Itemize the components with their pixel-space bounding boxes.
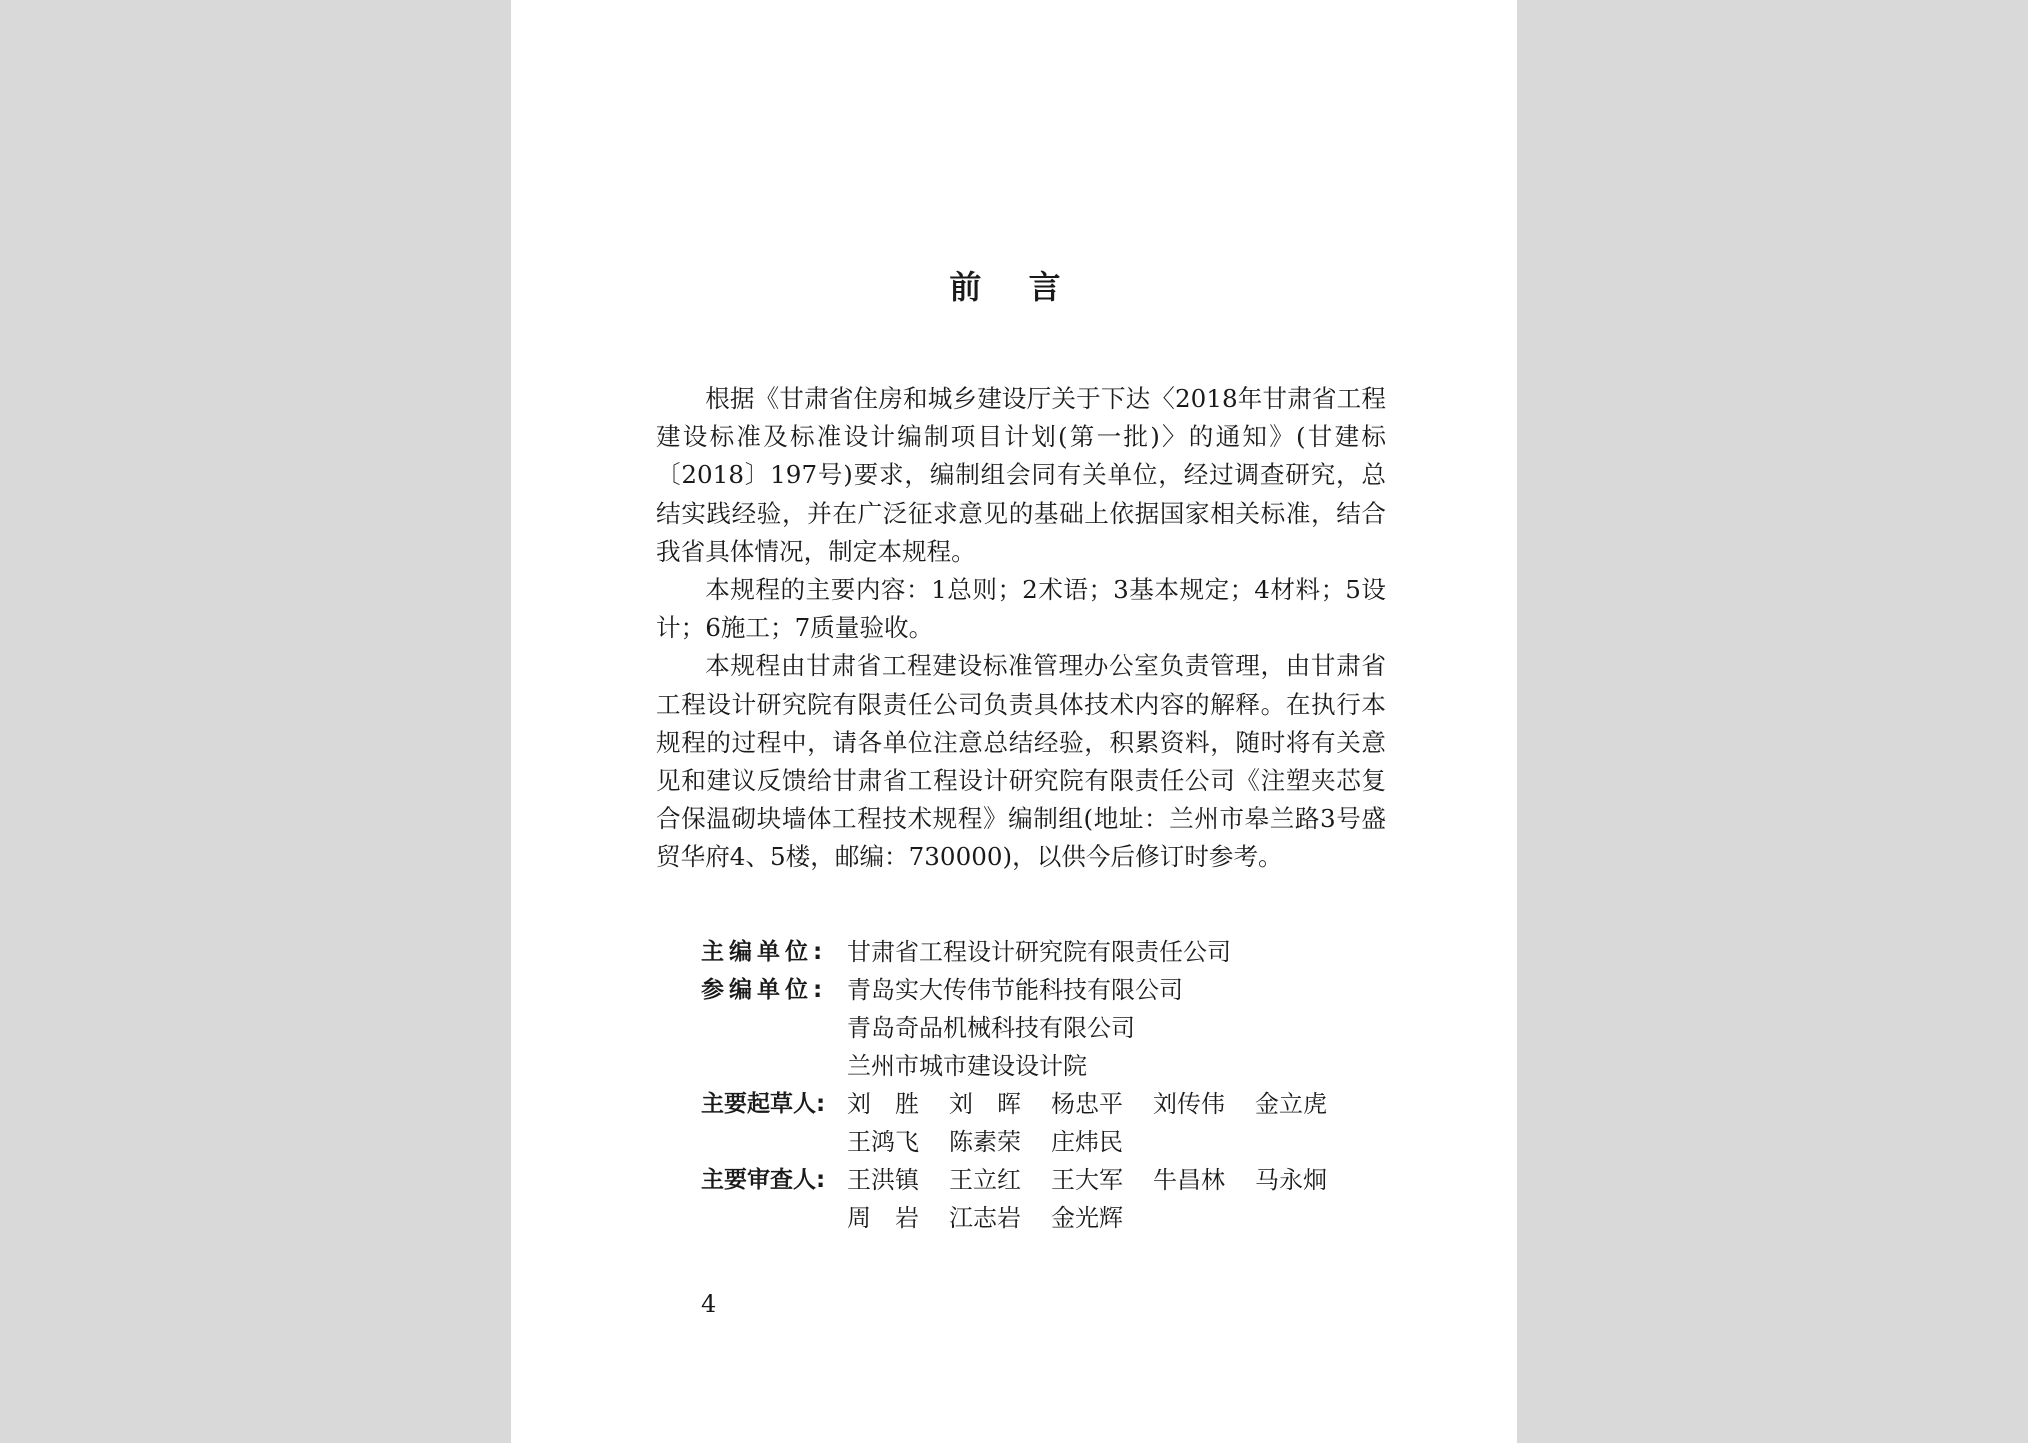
reviewer-name: 王大军 [1051,1166,1123,1194]
participating-unit: 兰州市城市建设设计院 [847,1052,1087,1080]
reviewers-label: 主要审查人: [701,1167,826,1193]
participating-unit: 青岛奇品机械科技有限公司 [847,1014,1135,1042]
participating-unit: 青岛实大传伟节能科技有限公司 [847,976,1183,1004]
reviewer-name: 马永炯 [1255,1166,1327,1194]
drafter-name: 刘胜 [847,1090,943,1118]
chief-unit-label: 主编单位: [701,939,828,965]
reviewer-name: 王洪镇 [847,1166,919,1194]
drafter-name: 杨忠平 [1051,1090,1123,1118]
drafter-name: 陈素荣 [949,1128,1021,1156]
chief-unit: 甘肃省工程设计研究院有限责任公司 [847,938,1231,966]
document-page [511,0,1517,1443]
participating-units-row [701,971,1367,1085]
reviewers-row [701,1161,1367,1237]
drafters-label: 主要起草人: [701,1091,826,1117]
drafters-row [701,1085,1367,1161]
reviewers-list [847,1161,1367,1237]
reviewer-name: 金光辉 [1051,1204,1123,1232]
paragraph-2: 本规程的主要内容：1总则；2术语；3基本规定；4材料；5设计；6施工；7质量验收。 [656,575,1386,643]
reviewer-name: 江志岩 [949,1204,1021,1232]
drafters-list [847,1085,1367,1161]
credits-block [701,933,1367,1237]
preface-body [656,380,1386,877]
reviewer-name: 周岩 [847,1204,943,1232]
participating-label: 参编单位: [701,977,828,1003]
drafter-name: 刘晖 [949,1090,1045,1118]
participating-units-list [847,971,1183,1085]
paragraph-3: 本规程由甘肃省工程建设标准管理办公室负责管理，由甘肃省工程设计研究院有限责任公司负责具体技术内容的解释。在执行本规程的过程中，请各单位注意总结经验，积累资料，随时将有关意见和建议反馈给甘肃省工程设计研究院有限责任公司《注塑夹芯复合保温砌块墙体工程技术规程》编制组(地址：兰州市皋兰路3号盛贸华府4、5楼，邮编：730000)，以供今后修订时参考。 [656,651,1386,872]
paragraph-1: 根据《甘肃省住房和城乡建设厅关于下达〈2018年甘肃省工程建设标准及标准设计编制项目计划(第一批)〉的通知》(甘建标〔2018〕197号)要求，编制组会同有关单位，经过调查研究，总结实践经验，并在广泛征求意见的基础上依据国家相关标准，结合我省具体情况，制定本规程。 [656,384,1386,566]
page-title: 前 言 [949,268,1079,306]
drafter-name: 刘传伟 [1153,1090,1225,1118]
reviewer-name: 王立红 [949,1166,1021,1194]
drafter-name: 金立虎 [1255,1090,1327,1118]
chief-unit-row [701,933,1367,971]
page-number: 4 [701,1290,717,1318]
drafter-name: 王鸿飞 [847,1128,919,1156]
reviewer-name: 牛昌林 [1153,1166,1225,1194]
drafter-name: 庄炜民 [1051,1128,1123,1156]
